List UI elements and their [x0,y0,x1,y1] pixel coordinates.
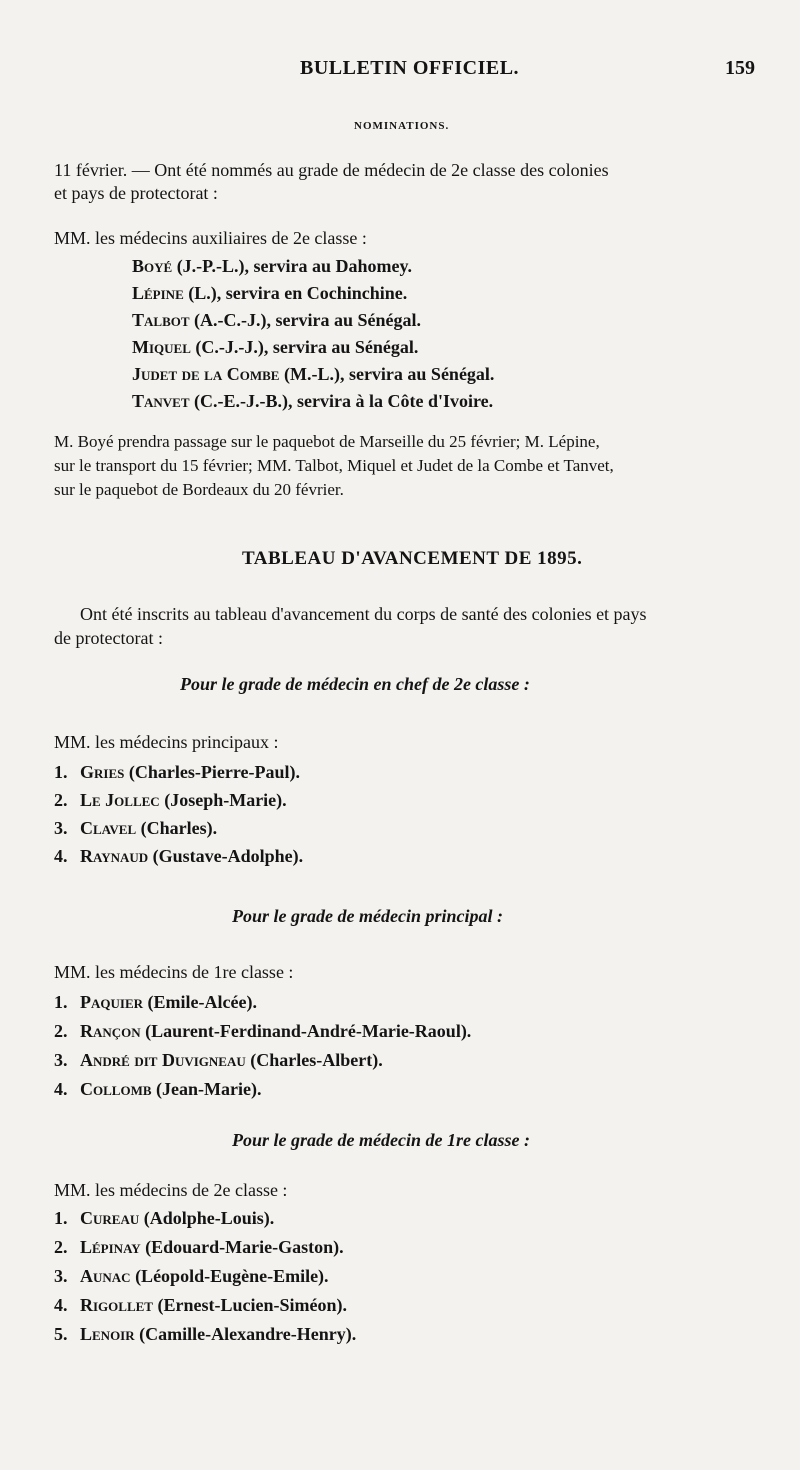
section-subintro: MM. les médecins de 2e classe : [54,1180,288,1200]
section-subintro: MM. les médecins principaux : [54,732,279,752]
section-heading-medecin-1re-classe: Pour le grade de médecin de 1re classe : [232,1130,530,1150]
list-item: 1. Cureau (Adolphe-Louis). [54,1208,275,1228]
list-item: 3. Clavel (Charles). [54,818,218,838]
appointee-entry: Boyé (J.-P.-L.), servira au Dahomey. [132,256,412,276]
section-heading-medecin-principal: Pour le grade de médecin principal : [232,906,503,926]
appointee-entry: Talbot (A.-C.-J.), servira au Sénégal. [132,310,421,330]
appointee-entry: Miquel (C.-J.-J.), servira au Sénégal. [132,337,419,357]
section-subintro: MM. les médecins de 1re classe : [54,962,294,982]
list-item: 3. Aunac (Léopold-Eugène-Emile). [54,1266,329,1286]
passage-line: sur le paquebot de Bordeaux du 20 février. [54,480,344,499]
section-heading-medecin-en-chef: Pour le grade de médecin en chef de 2e classe : [180,674,530,694]
appointee-entry: Tanvet (C.-E.-J.-B.), servira à la Côte d'Ivoire. [132,391,494,411]
nominations-intro-line2: et pays de protectorat : [54,183,218,203]
list-item: 1. Gries (Charles-Pierre-Paul). [54,762,300,782]
running-header-title: BULLETIN OFFICIEL. [300,57,520,79]
list-item: 1. Paquier (Emile-Alcée). [54,992,257,1012]
list-item: 4. Raynaud (Gustave-Adolphe). [54,846,304,866]
list-item: 3. André dit Duvigneau (Charles-Albert). [54,1050,383,1070]
passage-line: sur le transport du 15 février; MM. Talbot, Miquel et Judet de la Combe et Tanvet, [54,456,614,475]
page-number: 159 [725,57,755,79]
appointee-entry: Lépine (L.), servira en Cochinchine. [132,283,408,303]
list-item: 2. Lépinay (Edouard-Marie-Gaston). [54,1237,344,1257]
list-item: 4. Collomb (Jean-Marie). [54,1079,262,1099]
appointee-entry: Judet de la Combe (M.-L.), servira au Sénégal. [132,364,495,384]
tableau-intro-line1: Ont été inscrits au tableau d'avancement du corps de santé des colonies et pays [80,604,647,624]
list-item: 2. Rançon (Laurent-Ferdinand-André-Marie-Raoul). [54,1021,472,1041]
section-label: NOMINATIONS. [354,120,450,132]
tableau-heading: TABLEAU D'AVANCEMENT DE 1895. [242,548,583,569]
tableau-intro-line2: de protectorat : [54,628,163,648]
nominations-subintro: MM. les médecins auxiliaires de 2e classe : [54,228,367,248]
nominations-intro-line1: 11 février. — Ont été nommés au grade de médecin de 2e classe des colonies [54,160,609,180]
passage-line: M. Boyé prendra passage sur le paquebot de Marseille du 25 février; M. Lépine, [54,432,600,451]
list-item: 5. Lenoir (Camille-Alexandre-Henry). [54,1324,357,1344]
list-item: 2. Le Jollec (Joseph-Marie). [54,790,287,810]
list-item: 4. Rigollet (Ernest-Lucien-Siméon). [54,1295,347,1315]
